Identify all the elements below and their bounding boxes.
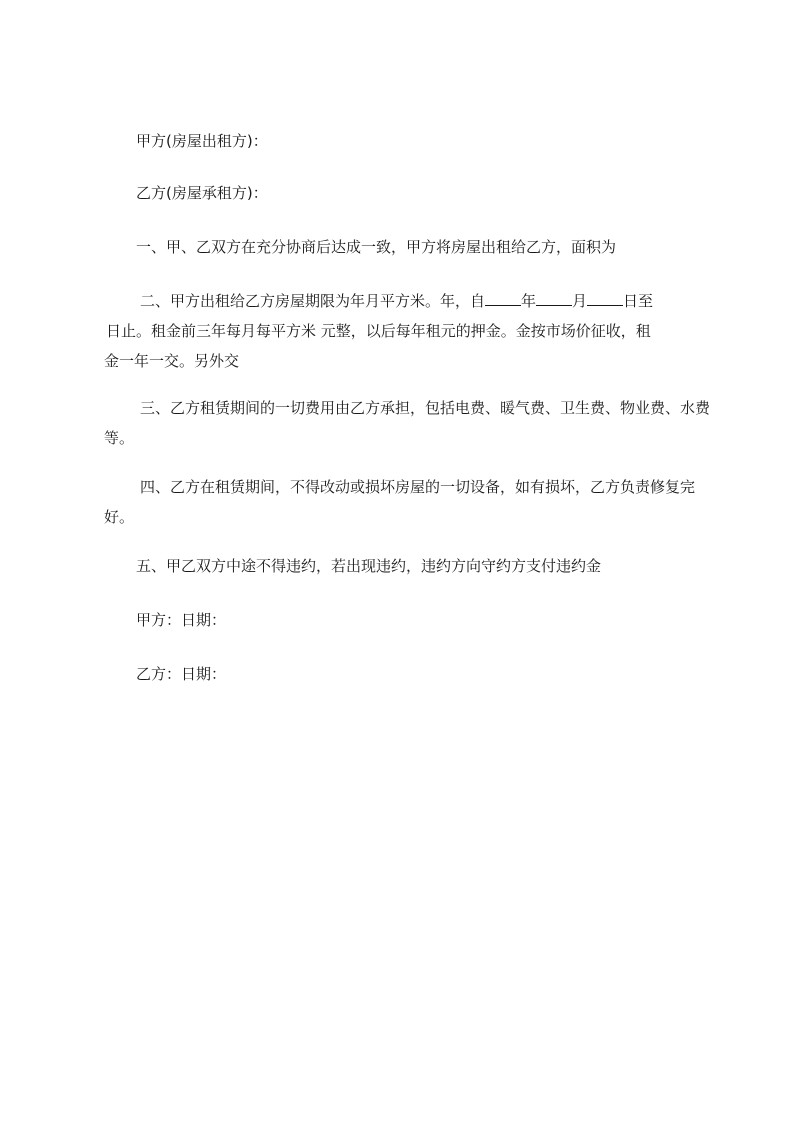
clause-2-line-2: 日止。租金前三年每月每平方米 元整，以后每年租元的押金。金按市场价征收，租 (106, 322, 651, 340)
clause-5: 五、甲乙双方中途不得违约，若出现违约，违约方向守约方支付违约金 (136, 557, 602, 575)
blank-day (587, 291, 623, 306)
party-b-signature: 乙方：日期： (136, 665, 227, 683)
clause-4: 四、乙方在租赁期间，不得改动或损坏房屋的一切设备，如有损坏，乙方负责修复完好。 (104, 478, 696, 526)
clause-2-line-3: 金一年一交。另外交 (104, 352, 240, 370)
party-a-signature: 甲方：日期： (136, 611, 227, 629)
clause-1: 一、甲、乙双方在充分协商后达成一致，甲方将房屋出租给乙方，面积为 (136, 238, 617, 256)
party-a-line: 甲方(房屋出租方)： (136, 132, 268, 150)
clause-2-text-2: 日至 (623, 292, 654, 310)
clause-2-text-1: 二、甲方出租给乙方房屋期限为年月平方米。年，自 (140, 292, 486, 310)
year-label: 年 (521, 292, 537, 310)
clause-2-line-1 (104, 286, 716, 316)
clause-2 (104, 286, 716, 376)
month-label: 月 (572, 292, 588, 310)
blank-year (485, 291, 521, 306)
clause-3: 三、乙方租赁期间的一切费用由乙方承担，包括电费、暖气费、卫生费、物业费、水费等。 (104, 399, 711, 447)
blank-month (536, 291, 572, 306)
party-b-line: 乙方(房屋承租方)： (136, 184, 268, 202)
